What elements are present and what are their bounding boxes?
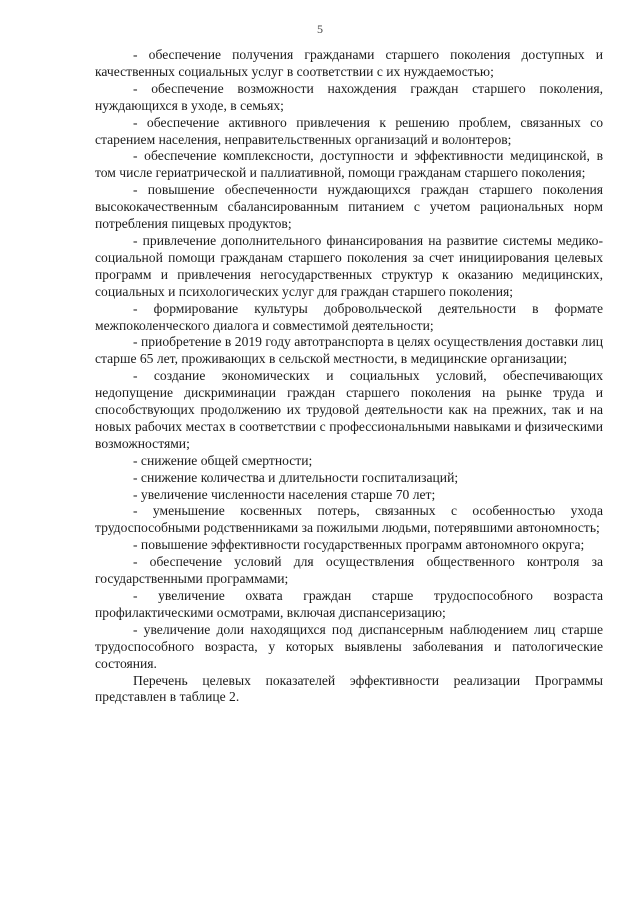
list-item: - создание экономических и социальных условий, обеспечивающих недопущение дискриминации граждан старшего поколения на рынке труда и способствующих продолжению их трудовой деятельности как на прежних, так и на новых рабочих местах в соответствии с профессиональными навыками и физическими возможностями; <box>95 368 603 451</box>
list-item: - приобретение в 2019 году автотранспорта в целях осуществления доставки лиц старше 65 лет, проживающих в сельской местности, в медицинские организации; <box>95 334 603 367</box>
page-number: 5 <box>317 22 323 36</box>
list-item: - увеличение численности населения старше 70 лет; <box>133 486 436 502</box>
list-item: - повышение эффективности государственных программ автономного округа; <box>133 537 585 553</box>
list-item: - формирование культуры добровольческой деятельности в формате межпоколенческого диалога и совместимой деятельности; <box>95 300 603 333</box>
list-item: - увеличение охвата граждан старше трудоспособного возраста профилактическими осмотрами, включая диспансеризацию; <box>95 588 603 620</box>
closing-paragraph: Перечень целевых показателей эффективности реализации Программы представлен в таблице 2. <box>95 672 603 705</box>
body-text <box>95 47 603 706</box>
list-item: - обеспечение комплексности, доступности и эффективности медицинской, в том числе гериатрической и паллиативной, помощи гражданам старшего поколения; <box>95 148 603 181</box>
list-item: - увеличение доли находящихся под диспансерным наблюдением лиц старше трудоспособного возраста, у которых выявлены заболевания и патологические состояния. <box>95 621 603 671</box>
list-item: - обеспечение активного привлечения к решению проблем, связанных со старением населения, неправительственных организаций и волонтеров; <box>95 114 603 147</box>
list-item: - обеспечение условий для осуществления общественного контроля за государственными программами; <box>95 554 603 587</box>
list-item: - повышение обеспеченности нуждающихся граждан старшего поколения высококачественным сбалансированным питанием с учетом рациональных норм потребления пищевых продуктов; <box>95 182 603 232</box>
list-item: - обеспечение возможности нахождения граждан старшего поколения, нуждающихся в уходе, в семьях; <box>95 80 603 113</box>
list-item: - снижение количества и длительности госпитализаций; <box>133 469 459 485</box>
list-item: - привлечение дополнительного финансирования на развитие системы медико-социальной помощи гражданам старшего поколения за счет инициирования целевых программ и привлечения негосударственных структур к оказанию медицинских, социальных и психологических услуг для граждан старшего поколения; <box>95 232 603 299</box>
list-item: - обеспечение получения гражданами старшего поколения доступных и качественных социальных услуг в соответствии с их нуждаемостью; <box>95 47 603 79</box>
list-item: - снижение общей смертности; <box>133 452 313 468</box>
list-item: - уменьшение косвенных потерь, связанных с особенностью ухода трудоспособными родственниками за пожилыми людьми, потерявшими автономность; <box>95 503 603 536</box>
